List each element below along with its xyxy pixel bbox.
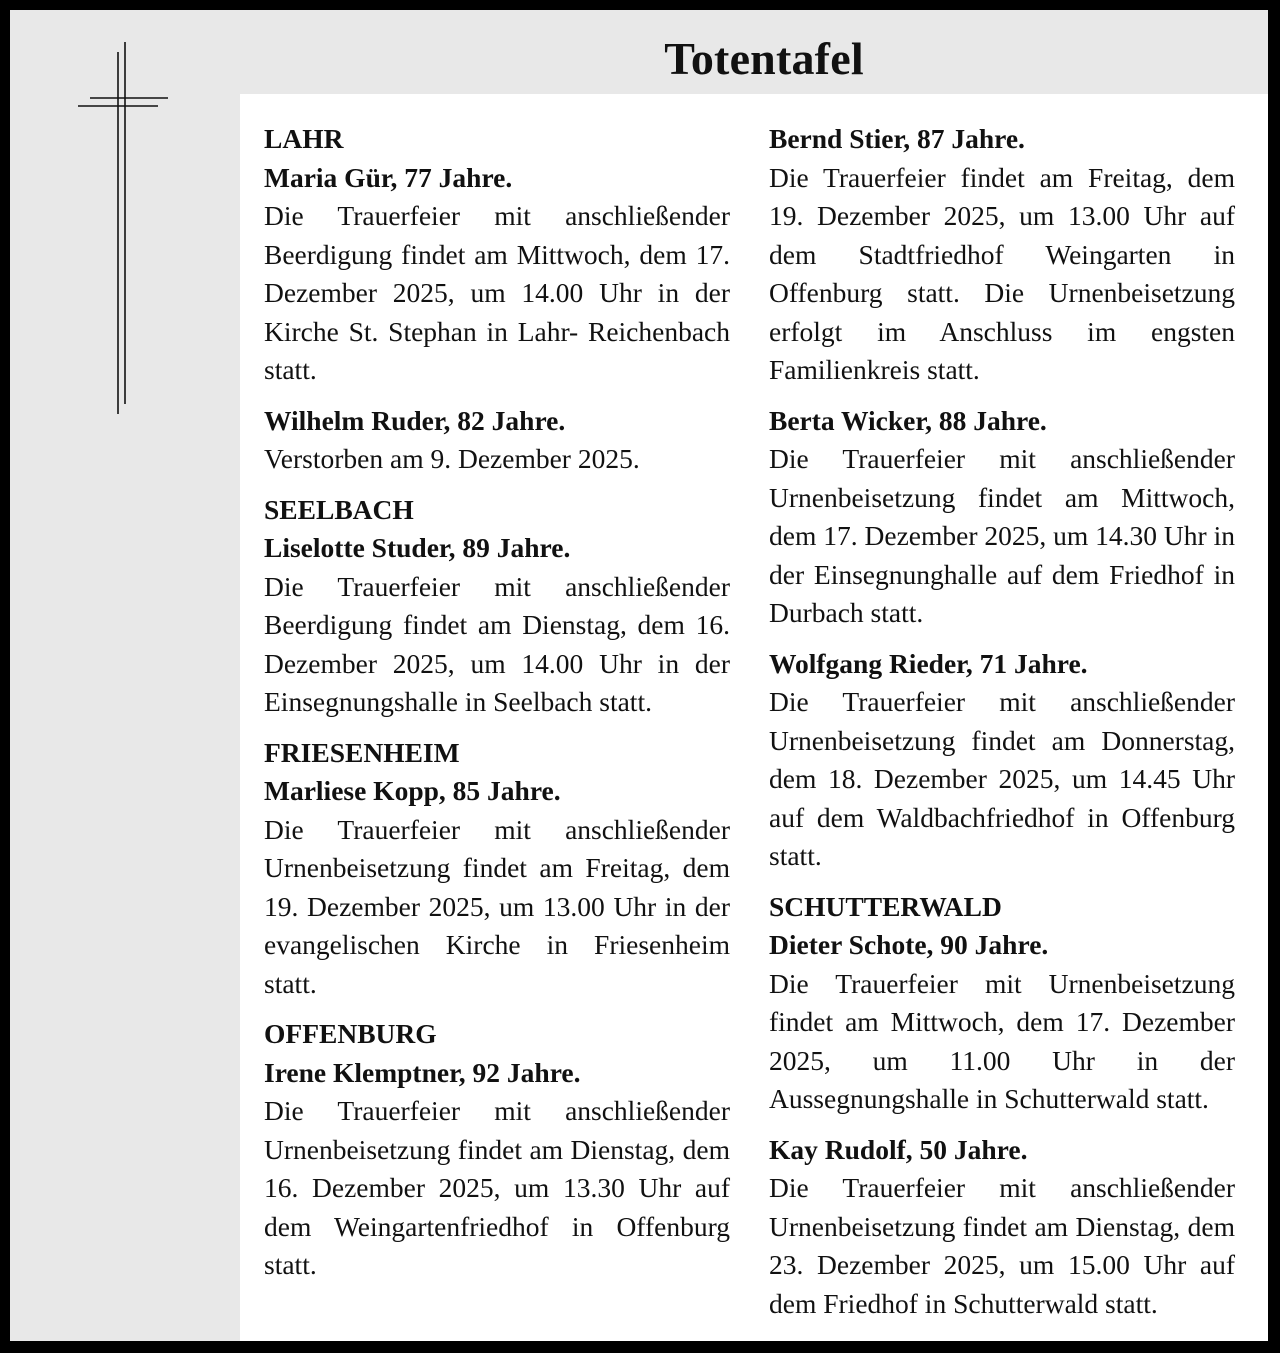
obituary-entry xyxy=(264,491,730,722)
service-text: Die Trauerfeier findet am Freitag, dem 19. Dezember 2025, um 13.00 Uhr auf dem Stadtfriedhof Weingarten in Offenburg statt. Die Urnenbeisetzung erfolgt im Anschluss im engsten Familienkreis statt. xyxy=(769,161,1235,385)
obituary-entry xyxy=(264,734,730,1004)
place-heading: SCHUTTERWALD xyxy=(769,890,1002,922)
service-text: Die Trauerfeier mit anschließender Beerdigung findet am Mittwoch, dem 17. Dezember 2025, um 14.00 Uhr in der Kirche St. Stephan in Lahr- Reichenbach statt. xyxy=(264,200,730,385)
obituary-entry xyxy=(264,1015,730,1285)
deceased-name: Irene Klemptner, 92 Jahre. xyxy=(264,1056,581,1088)
notice-panel xyxy=(240,94,1268,1341)
service-text: Die Trauerfeier mit anschließender Beerdigung findet am Dienstag, dem 16. Dezember 2025, um 14.00 Uhr in der Einsegnungshalle in Seelbach statt. xyxy=(264,570,730,717)
obituary-entry xyxy=(769,120,1235,390)
deceased-name: Bernd Stier, 87 Jahre. xyxy=(769,123,1025,154)
obituary-entry xyxy=(769,402,1235,633)
obituary-entry xyxy=(769,645,1235,876)
service-text: Die Trauerfeier mit anschließender Urnenbeisetzung findet am Dienstag, dem 16. Dezember 2025, um 13.30 Uhr auf dem Weingartenfriedhof in Offenburg statt. xyxy=(264,1095,730,1280)
service-text: Die Trauerfeier mit anschließender Urnenbeisetzung findet am Mittwoch, dem 17. Dezember 2025, um 14.30 Uhr in der Einsegnunghalle auf dem Friedhof in Durbach statt. xyxy=(769,443,1235,628)
obituary-entry xyxy=(264,120,730,390)
deceased-name: Maria Gür, 77 Jahre. xyxy=(264,161,513,193)
service-text: Verstorben am 9. Dezember 2025. xyxy=(264,443,640,474)
deceased-name: Wilhelm Ruder, 82 Jahre. xyxy=(264,404,566,436)
place-heading: OFFENBURG xyxy=(264,1018,437,1049)
deceased-name: Dieter Schote, 90 Jahre. xyxy=(769,929,1049,960)
service-text: Die Trauerfeier mit anschließender Urnenbeisetzung findet am Dienstag, dem 23. Dezember 2025, um 15.00 Uhr auf dem Friedhof in Schutterwald statt. xyxy=(769,1172,1235,1319)
cross-icon xyxy=(78,42,168,414)
place-heading: SEELBACH xyxy=(264,493,414,525)
obituary-entry xyxy=(769,888,1235,1119)
left-column xyxy=(264,120,730,1297)
place-heading: FRIESENHEIM xyxy=(264,736,460,768)
service-text: Die Trauerfeier mit Urnenbeisetzung findet am Mittwoch, dem 17. Dezember 2025, um 11.00 Uhr in der Aussegnungshalle in Schutterwald statt. xyxy=(769,967,1235,1114)
deceased-name: Liselotte Studer, 89 Jahre. xyxy=(264,532,571,563)
service-text: Die Trauerfeier mit anschließender Urnenbeisetzung findet am Freitag, dem 19. Dezember 2025, um 13.00 Uhr in der evangelischen Kirche in Friesenheim statt. xyxy=(264,813,730,999)
deceased-name: Berta Wicker, 88 Jahre. xyxy=(769,404,1047,436)
obituary-entry xyxy=(264,402,730,479)
service-text: Die Trauerfeier mit anschließender Urnenbeisetzung findet am Donnerstag, dem 18. Dezember 2025, um 14.45 Uhr auf dem Waldbachfriedhof in Offenburg statt. xyxy=(769,686,1235,871)
page-title: Totentafel xyxy=(664,33,864,84)
right-column xyxy=(769,120,1235,1335)
place-heading: LAHR xyxy=(264,123,344,154)
deceased-name: Marliese Kopp, 85 Jahre. xyxy=(264,775,561,806)
obituary-entry xyxy=(769,1131,1235,1324)
deceased-name: Kay Rudolf, 50 Jahre. xyxy=(769,1133,1028,1165)
deceased-name: Wolfgang Rieder, 71 Jahre. xyxy=(769,647,1088,679)
